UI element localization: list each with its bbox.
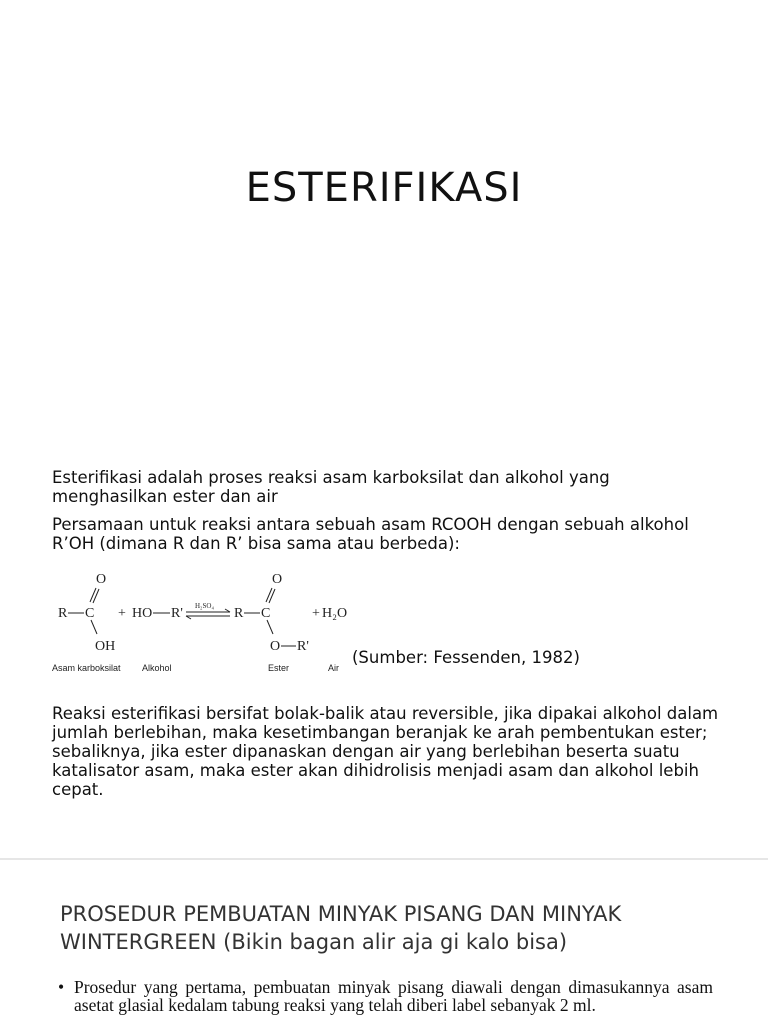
list-item bbox=[58, 978, 713, 1014]
esterification-reaction-diagram bbox=[50, 566, 350, 676]
bullet: • bbox=[58, 977, 65, 997]
paragraph-reversible: Reaksi esterifikasi bersifat bolak-balik atau reversible, jika dipakai alkohol dalam jumlah berlebihan, maka kesetimbangan beranjak ke arah pembentukan ester; sebaliknya, jika ester dipanaskan dengan air yang berlebihan beserta suatu katalisator asam, maka ester akan dihidrolisis menjadi asam dan alkohol lebih cepat. bbox=[52, 704, 719, 799]
ester-r2: R' bbox=[297, 639, 309, 654]
label-alcohol: Alkohol bbox=[142, 663, 172, 673]
label-water: Air bbox=[328, 663, 339, 673]
alcohol-ho: HO bbox=[132, 606, 153, 621]
plus-2: + bbox=[312, 606, 320, 621]
source-citation: (Sumber: Fessenden, 1982) bbox=[352, 648, 580, 667]
water: H₂O bbox=[322, 606, 348, 621]
acid-c: C bbox=[85, 606, 95, 621]
acid-r: R bbox=[58, 606, 68, 621]
procedure-item-text: Prosedur yang pertama, pembuatan minyak pisang diawali dengan dimasukannya asam asetat glasial kedalam tabung reaksi yang telah diberi label sebanyak 2 ml. bbox=[74, 977, 713, 1015]
slide-2-title: PROSEDUR PEMBUATAN MINYAK PISANG DAN MINYAK WINTERGREEN (Bikin bagan alir aja gi kalo bisa) bbox=[60, 902, 622, 954]
acid-oh: OH bbox=[95, 639, 116, 654]
alcohol-r: R' bbox=[171, 606, 183, 621]
paragraph-equation-intro: Persamaan untuk reaksi antara sebuah asam RCOOH dengan sebuah alkohol R’OH (dimana R dan R’ bisa sama atau berbeda): bbox=[52, 515, 689, 553]
catalyst: H₂SO₄ bbox=[195, 602, 214, 610]
slide-title: ESTERIFIKASI bbox=[245, 165, 523, 211]
ester-r: R bbox=[234, 606, 244, 621]
plus-1: + bbox=[118, 606, 126, 621]
label-ester: Ester bbox=[268, 663, 290, 673]
acid-o: O bbox=[96, 572, 107, 587]
ester-o: O bbox=[272, 572, 283, 587]
procedure-list bbox=[58, 978, 713, 1014]
paragraph-definition: Esterifikasi adalah proses reaksi asam karboksilat dan alkohol yang menghasilkan ester dan air bbox=[52, 468, 610, 506]
ester-o2: O bbox=[270, 639, 281, 654]
ester-c: C bbox=[261, 606, 271, 621]
label-acid: Asam karboksilat bbox=[52, 663, 121, 673]
